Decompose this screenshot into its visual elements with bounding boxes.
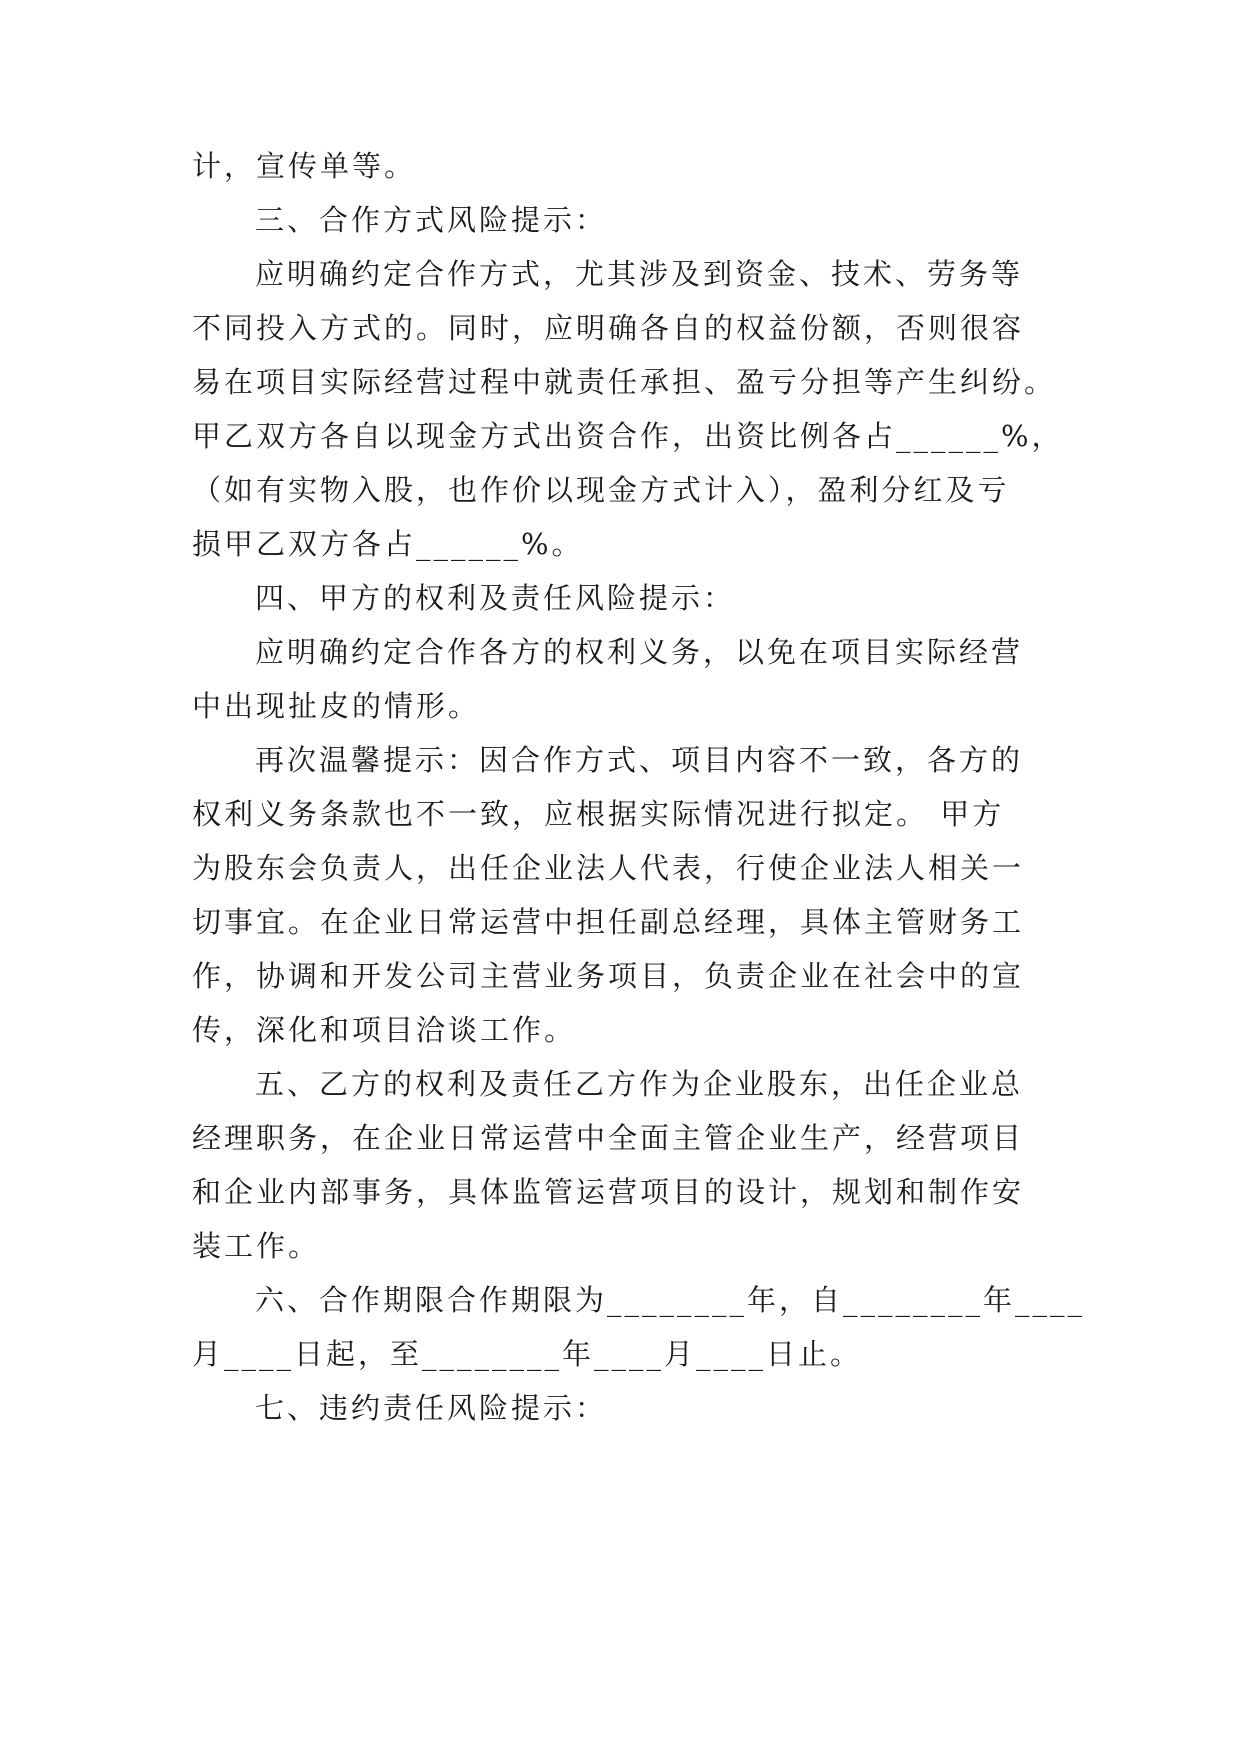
text-line: 作，协调和开发公司主营业务项目，负责企业在社会中的宣 <box>192 959 1025 993</box>
text-line: 和企业内部事务，具体监管运营项目的设计，规划和制作安 <box>192 1175 1025 1209</box>
text-line: 再次温馨提示：因合作方式、项目内容不一致，各方的 <box>255 743 1024 777</box>
text-line: （如有实物入股，也作价以现金方式计入），盈利分红及亏 <box>192 473 1010 507</box>
section-heading: 四、甲方的权利及责任风险提示： <box>255 581 736 615</box>
section-heading: 五、乙方的权利及责任乙方作为企业股东，出任企业总 <box>255 1067 1024 1101</box>
text-line: 传，深化和项目洽谈工作。 <box>192 1013 577 1047</box>
section-heading: 七、违约责任风险提示： <box>255 1391 608 1425</box>
text-line: 损甲乙双方各占______%。 <box>192 527 584 561</box>
text-line: 应明确约定合作各方的权利义务，以免在项目实际经营 <box>255 635 1024 669</box>
text-line: 中出现扯皮的情形。 <box>192 689 481 723</box>
text-line: 装工作。 <box>192 1229 321 1263</box>
text-line: 应明确约定合作方式，尤其涉及到资金、技术、劳务等 <box>255 257 1024 291</box>
text-line: 计，宣传单等。 <box>192 149 417 183</box>
text-line: 易在项目实际经营过程中就责任承担、盈亏分担等产生纠纷。 <box>192 365 1057 399</box>
text-line: 为股东会负责人，出任企业法人代表，行使企业法人相关一 <box>192 851 1025 885</box>
text-line: 不同投入方式的。同时，应明确各自的权益份额，否则很容 <box>192 311 1025 345</box>
text-line: 经理职务，在企业日常运营中全面主管企业生产，经营项目 <box>192 1121 1025 1155</box>
section-heading: 三、合作方式风险提示： <box>255 203 608 237</box>
text-line: 月____日起，至________年____月____日止。 <box>192 1337 863 1371</box>
section-heading: 六、合作期限合作期限为________年，自________年____ <box>255 1283 1086 1317</box>
text-line: 甲乙双方各自以现金方式出资合作，出资比例各占______%， <box>192 419 1064 453</box>
text-line: 权利义务条款也不一致，应根据实际情况进行拟定。 甲方 <box>192 797 1005 831</box>
text-line: 切事宜。在企业日常运营中担任副总经理，具体主管财务工 <box>192 905 1025 939</box>
